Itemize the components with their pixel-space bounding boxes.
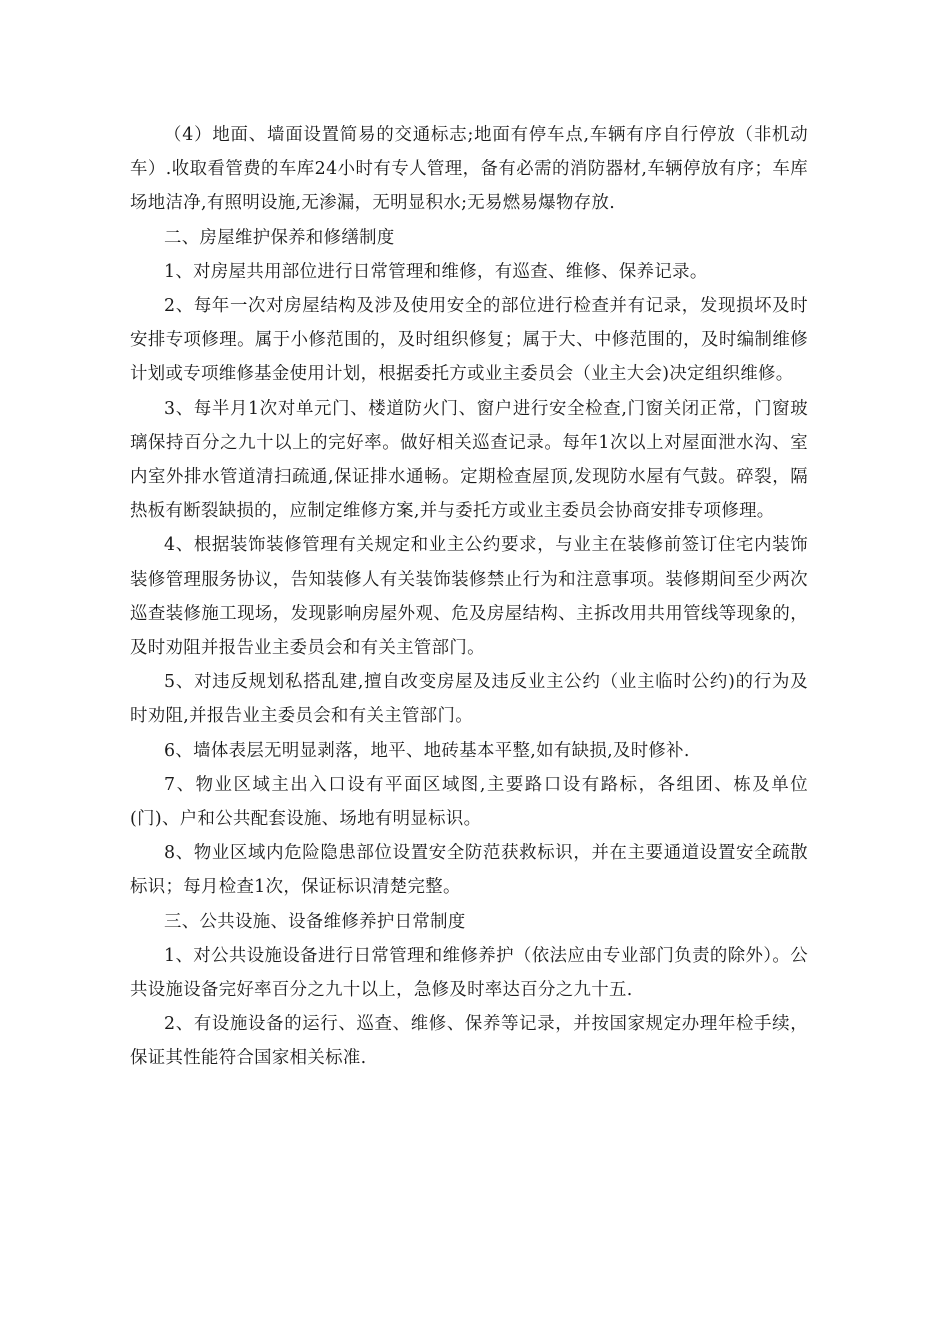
paragraph-item-5: 5、对违反规划私搭乱建,擅自改变房屋及违反业主公约（业主临时公约)的行为及时劝阻,并报告业主委员会和有关主管部门。 <box>130 672 808 727</box>
paragraph-item-8: 8、物业区域内危险隐患部位设置安全防范获救标识，并在主要通道设置安全疏散标识；每月检查1次，保证标识清楚完整。 <box>130 843 808 898</box>
paragraph-item-3: 3、每半月1次对单元门、楼道防火门、窗户进行安全检查,门窗关闭正常，门窗玻璃保持百分之九十以上的完好率。做好相关巡查记录。每年1次以上对屋面泄水沟、室内室外排水管道清扫疏通,保证排水通畅。定期检查屋顶,发现防水屋有气鼓。碎裂，隔热板有断裂缺损的，应制定维修方案,并与委托方或业主委员会协商安排专项修理。 <box>130 398 808 522</box>
paragraph-facilities-item-2: 2、有设施设备的运行、巡查、维修、保养等记录，并按国家规定办理年检手续，保证其性能符合国家相关标准. <box>130 1014 808 1069</box>
paragraph-item-1: 1、对房屋共用部位进行日常管理和维修，有巡查、维修、保养记录。 <box>164 261 708 282</box>
paragraph-item-6: 6、墙体表层无明显剥落，地平、地砖基本平整,如有缺损,及时修补. <box>164 740 690 761</box>
paragraph-item-7: 7、物业区域主出入口设有平面区域图,主要路口设有路标，各组团、栋及单位(门)、户和公共配套设施、场地有明显标识。 <box>130 774 808 830</box>
section-heading-public-facilities: 三、公共设施、设备维修养护日常制度 <box>164 911 466 932</box>
paragraph-traffic-signs: （4）地面、墙面设置简易的交通标志;地面有停车点,车辆有序自行停放（非机动车）.收取看管费的车库24小时有专人管理，备有必需的消防器材,车辆停放有序；车库场地洁净,有照明设施,无渗漏，无明显积水;无易燃易爆物存放. <box>130 125 808 214</box>
paragraph-item-2: 2、每年一次对房屋结构及涉及使用安全的部位进行检查并有记录，发现损坏及时安排专项修理。属于小修范围的，及时组织修复；属于大、中修范围的，及时编制维修计划或专项维修基金使用计划，根据委托方或业主委员会（业主大会)决定组织维修。 <box>130 296 808 385</box>
paragraph-item-4: 4、根据装饰装修管理有关规定和业主公约要求，与业主在装修前签订住宅内装饰装修管理服务协议，告知装修人有关装饰装修禁止行为和注意事项。装修期间至少两次巡查装修施工现场，发现影响房屋外观、危及房屋结构、主拆改用共用管线等现象的，及时劝阻并报告业主委员会和有关主管部门。 <box>130 535 808 659</box>
section-heading-house-maintenance: 二、房屋维护保养和修缮制度 <box>164 227 395 248</box>
document-body <box>130 118 808 1076</box>
paragraph-facilities-item-1: 1、对公共设施设备进行日常管理和维修养护（依法应由专业部门负责的除外）。公共设施设备完好率百分之九十以上，急修及时率达百分之九十五. <box>130 945 808 1001</box>
